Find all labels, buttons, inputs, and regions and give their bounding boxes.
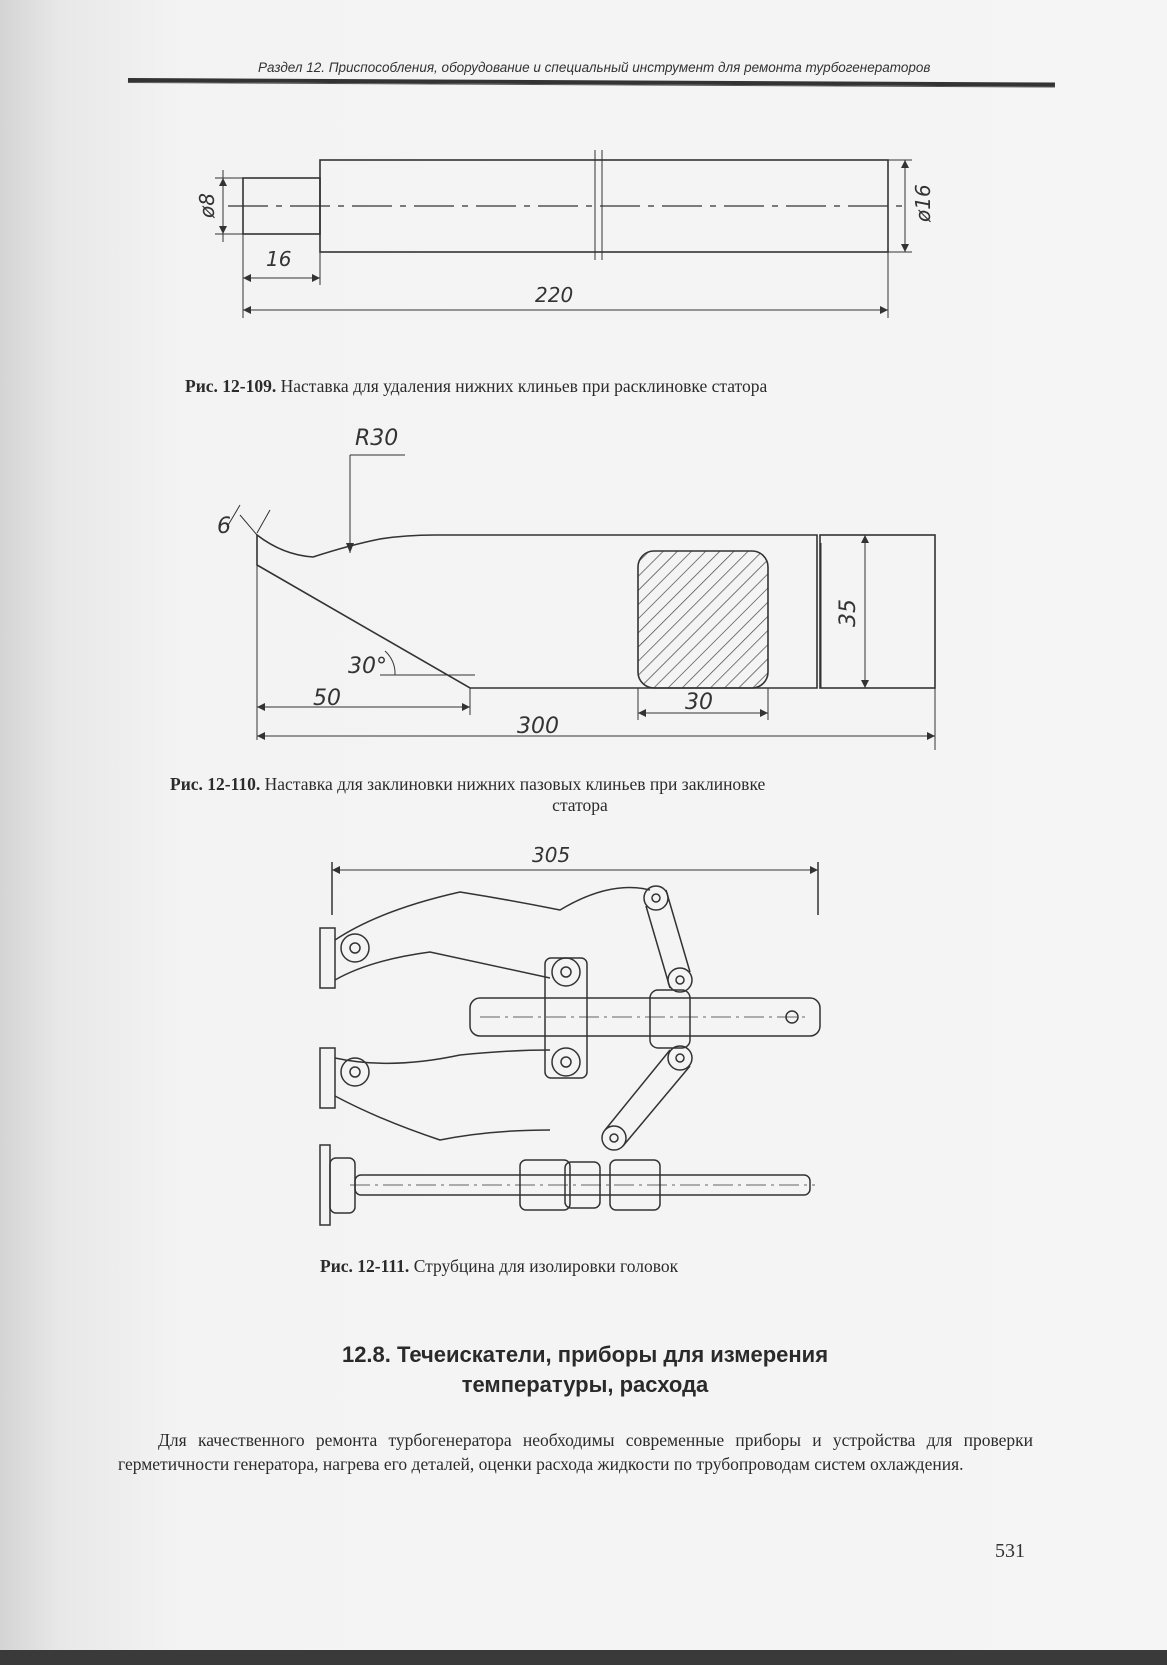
dimension-50: 50 (313, 686, 341, 711)
dimension-300: 300 (517, 714, 559, 739)
figure-label: Рис. 12-111. (320, 1256, 410, 1276)
figure-12-110-caption (170, 774, 990, 816)
figure-12-110-drawing (205, 415, 945, 770)
page-number: 531 (995, 1540, 1025, 1562)
figure-caption-text: Наставка для заклиновки нижних пазовых клиньев при заклиновке (264, 774, 766, 794)
dimension-16: 16 (266, 247, 292, 271)
dimension-35: 35 (836, 599, 861, 627)
figure-12-111-drawing (310, 840, 830, 1230)
running-header: Раздел 12. Приспособления, оборудование и специальный инструмент для ремонта турбогенераторов (258, 60, 931, 75)
figure-label: Рис. 12-110. (170, 774, 261, 794)
header-rule (128, 78, 1055, 88)
figure-12-109-caption (185, 376, 767, 397)
section-heading-line1: 12.8. Течеискатели, приборы для измерения (341, 1342, 829, 1367)
dimension-305: 305 (532, 843, 571, 867)
dimension-r30: R30 (355, 426, 399, 451)
dimension-d8: ø8 (195, 193, 219, 218)
figure-label: Рис. 12-109. (185, 376, 277, 396)
dimension-220: 220 (535, 283, 574, 307)
figure-12-111-caption (320, 1256, 678, 1277)
scan-bottom-edge (0, 1650, 1167, 1665)
dimension-angle-30: 30° (348, 654, 387, 679)
figure-caption-line2: статора (552, 795, 608, 815)
body-paragraph: Для качественного ремонта турбогенератора необходимы современные приборы и устройства для проверки герметичности генератора, нагрева его деталей, оценки расхода жидкости по трубопроводам систем охлаждения. (118, 1430, 1033, 1474)
dimension-d16: ø16 (911, 184, 935, 222)
figure-caption-text: Струбцина для изолировки головок (413, 1256, 679, 1276)
figure-12-109-drawing (190, 140, 950, 350)
figure-caption-text: Наставка для удаления нижних клиньев при расклиновке статора (280, 376, 768, 396)
section-heading (200, 1340, 970, 1400)
dimension-30: 30 (685, 690, 713, 715)
dimension-6: 6 (217, 514, 231, 539)
section-heading-line2: температуры, расхода (461, 1372, 709, 1397)
